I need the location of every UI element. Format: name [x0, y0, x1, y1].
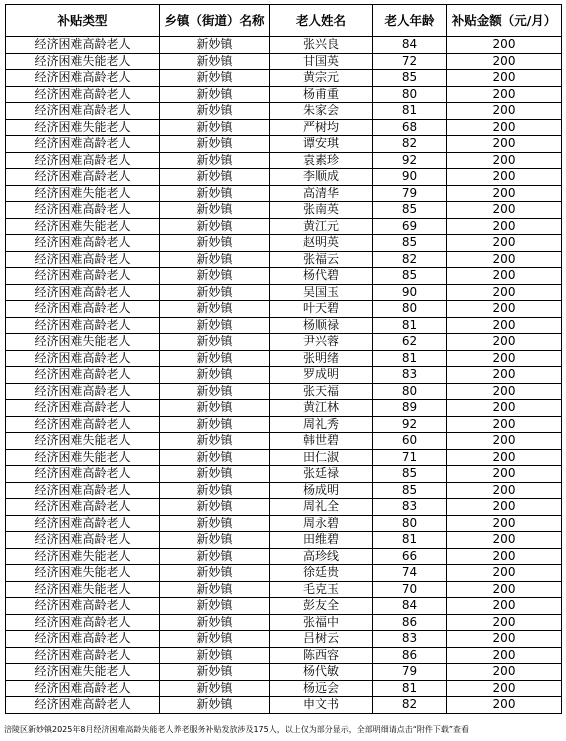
- cell-elder-age: 85: [373, 482, 447, 499]
- table-row: [6, 499, 562, 516]
- cell-subsidy-amount: 200: [447, 185, 562, 202]
- table-body: [6, 37, 562, 714]
- cell-elder-age: 80: [373, 383, 447, 400]
- cell-subsidy-type: 经济困难高龄老人: [6, 515, 160, 532]
- cell-elder-age: 85: [373, 235, 447, 252]
- cell-elder-name: 周礼秀: [270, 416, 373, 433]
- cell-elder-age: 81: [373, 350, 447, 367]
- cell-elder-age: 86: [373, 614, 447, 631]
- cell-subsidy-type: 经济困难高龄老人: [6, 614, 160, 631]
- table-row: [6, 334, 562, 351]
- cell-subsidy-amount: 200: [447, 581, 562, 598]
- cell-subsidy-amount: 200: [447, 647, 562, 664]
- cell-elder-age: 80: [373, 301, 447, 318]
- cell-township: 新妙镇: [160, 251, 270, 268]
- cell-elder-age: 74: [373, 565, 447, 582]
- cell-elder-age: 70: [373, 581, 447, 598]
- cell-township: 新妙镇: [160, 565, 270, 582]
- header-township-name: [160, 5, 270, 37]
- table-row: [6, 268, 562, 285]
- cell-elder-name: 尹兴蓉: [270, 334, 373, 351]
- cell-elder-name: 黄宗元: [270, 70, 373, 87]
- cell-elder-name: 韩世碧: [270, 433, 373, 450]
- cell-township: 新妙镇: [160, 664, 270, 681]
- cell-elder-age: 81: [373, 103, 447, 120]
- table-row: [6, 86, 562, 103]
- cell-subsidy-amount: 200: [447, 103, 562, 120]
- cell-township: 新妙镇: [160, 350, 270, 367]
- cell-subsidy-type: 经济困难高龄老人: [6, 631, 160, 648]
- cell-township: 新妙镇: [160, 614, 270, 631]
- cell-elder-age: 80: [373, 86, 447, 103]
- cell-subsidy-type: 经济困难高龄老人: [6, 70, 160, 87]
- cell-subsidy-amount: 200: [447, 169, 562, 186]
- cell-elder-name: 彭友全: [270, 598, 373, 615]
- cell-township: 新妙镇: [160, 334, 270, 351]
- cell-subsidy-type: 经济困难高龄老人: [6, 251, 160, 268]
- cell-elder-name: 张南英: [270, 202, 373, 219]
- cell-subsidy-amount: 200: [447, 449, 562, 466]
- table-row: [6, 614, 562, 631]
- cell-elder-name: 黄江林: [270, 400, 373, 417]
- cell-elder-age: 83: [373, 631, 447, 648]
- table-row: [6, 350, 562, 367]
- cell-elder-name: 张兴良: [270, 37, 373, 54]
- cell-subsidy-type: 经济困难高龄老人: [6, 367, 160, 384]
- cell-elder-age: 71: [373, 449, 447, 466]
- cell-subsidy-type: 经济困难高龄老人: [6, 482, 160, 499]
- cell-elder-name: 周永碧: [270, 515, 373, 532]
- cell-elder-name: 叶天碧: [270, 301, 373, 318]
- cell-subsidy-type: 经济困难高龄老人: [6, 169, 160, 186]
- cell-subsidy-type: 经济困难失能老人: [6, 548, 160, 565]
- cell-subsidy-amount: 200: [447, 202, 562, 219]
- cell-subsidy-amount: 200: [447, 598, 562, 615]
- table-row: [6, 136, 562, 153]
- cell-subsidy-type: 经济困难高龄老人: [6, 301, 160, 318]
- cell-subsidy-amount: 200: [447, 565, 562, 582]
- cell-elder-name: 谭安琪: [270, 136, 373, 153]
- table-row: [6, 218, 562, 235]
- cell-township: 新妙镇: [160, 185, 270, 202]
- cell-subsidy-amount: 200: [447, 383, 562, 400]
- cell-township: 新妙镇: [160, 169, 270, 186]
- cell-elder-age: 66: [373, 548, 447, 565]
- cell-subsidy-amount: 200: [447, 466, 562, 483]
- table-row: [6, 664, 562, 681]
- cell-subsidy-amount: 200: [447, 334, 562, 351]
- cell-elder-age: 62: [373, 334, 447, 351]
- cell-elder-age: 82: [373, 136, 447, 153]
- table-row: [6, 284, 562, 301]
- cell-subsidy-amount: 200: [447, 499, 562, 516]
- cell-elder-age: 82: [373, 251, 447, 268]
- cell-subsidy-type: 经济困难高龄老人: [6, 235, 160, 252]
- cell-subsidy-amount: 200: [447, 152, 562, 169]
- table-row: [6, 235, 562, 252]
- cell-subsidy-amount: 200: [447, 532, 562, 549]
- cell-elder-age: 80: [373, 515, 447, 532]
- cell-subsidy-type: 经济困难失能老人: [6, 334, 160, 351]
- cell-elder-age: 79: [373, 664, 447, 681]
- cell-elder-age: 85: [373, 466, 447, 483]
- cell-township: 新妙镇: [160, 70, 270, 87]
- table-row: [6, 515, 562, 532]
- cell-elder-name: 高清华: [270, 185, 373, 202]
- cell-elder-name: 周礼全: [270, 499, 373, 516]
- cell-elder-name: 杨成明: [270, 482, 373, 499]
- cell-township: 新妙镇: [160, 400, 270, 417]
- cell-township: 新妙镇: [160, 301, 270, 318]
- cell-elder-age: 90: [373, 284, 447, 301]
- table-row: [6, 317, 562, 334]
- table-row: [6, 383, 562, 400]
- cell-elder-age: 79: [373, 185, 447, 202]
- header-row: [6, 5, 562, 37]
- cell-elder-name: 李顺成: [270, 169, 373, 186]
- cell-subsidy-type: 经济困难失能老人: [6, 53, 160, 70]
- cell-subsidy-type: 经济困难高龄老人: [6, 268, 160, 285]
- subsidy-table: [5, 4, 562, 714]
- table-row: [6, 53, 562, 70]
- cell-township: 新妙镇: [160, 433, 270, 450]
- cell-subsidy-type: 经济困难失能老人: [6, 581, 160, 598]
- table-row: [6, 680, 562, 697]
- cell-elder-name: 徐廷贵: [270, 565, 373, 582]
- cell-elder-name: 张福云: [270, 251, 373, 268]
- cell-subsidy-amount: 200: [447, 37, 562, 54]
- cell-elder-name: 毛克玉: [270, 581, 373, 598]
- cell-subsidy-amount: 200: [447, 284, 562, 301]
- cell-subsidy-type: 经济困难失能老人: [6, 433, 160, 450]
- cell-elder-name: 吴国玉: [270, 284, 373, 301]
- cell-township: 新妙镇: [160, 680, 270, 697]
- cell-subsidy-amount: 200: [447, 367, 562, 384]
- cell-elder-age: 89: [373, 400, 447, 417]
- cell-subsidy-amount: 200: [447, 416, 562, 433]
- cell-township: 新妙镇: [160, 152, 270, 169]
- cell-subsidy-type: 经济困难高龄老人: [6, 317, 160, 334]
- cell-elder-age: 82: [373, 697, 447, 714]
- cell-township: 新妙镇: [160, 697, 270, 714]
- cell-elder-age: 69: [373, 218, 447, 235]
- cell-elder-name: 张福中: [270, 614, 373, 631]
- cell-township: 新妙镇: [160, 53, 270, 70]
- cell-township: 新妙镇: [160, 218, 270, 235]
- cell-subsidy-type: 经济困难高龄老人: [6, 350, 160, 367]
- cell-township: 新妙镇: [160, 103, 270, 120]
- cell-elder-name: 杨代敏: [270, 664, 373, 681]
- cell-elder-age: 81: [373, 317, 447, 334]
- cell-township: 新妙镇: [160, 449, 270, 466]
- table-row: [6, 301, 562, 318]
- cell-subsidy-type: 经济困难高龄老人: [6, 466, 160, 483]
- table-row: [6, 548, 562, 565]
- cell-subsidy-amount: 200: [447, 70, 562, 87]
- cell-elder-name: 杨顺禄: [270, 317, 373, 334]
- cell-subsidy-type: 经济困难高龄老人: [6, 284, 160, 301]
- cell-subsidy-type: 经济困难失能老人: [6, 119, 160, 136]
- cell-township: 新妙镇: [160, 581, 270, 598]
- cell-subsidy-type: 经济困难失能老人: [6, 449, 160, 466]
- cell-elder-name: 杨远会: [270, 680, 373, 697]
- cell-subsidy-type: 经济困难失能老人: [6, 218, 160, 235]
- table-row: [6, 185, 562, 202]
- cell-township: 新妙镇: [160, 367, 270, 384]
- cell-subsidy-amount: 200: [447, 548, 562, 565]
- table-row: [6, 119, 562, 136]
- cell-subsidy-amount: 200: [447, 515, 562, 532]
- table-row: [6, 449, 562, 466]
- cell-elder-name: 严树均: [270, 119, 373, 136]
- cell-elder-age: 83: [373, 499, 447, 516]
- cell-township: 新妙镇: [160, 136, 270, 153]
- cell-township: 新妙镇: [160, 416, 270, 433]
- cell-township: 新妙镇: [160, 598, 270, 615]
- cell-township: 新妙镇: [160, 37, 270, 54]
- cell-subsidy-amount: 200: [447, 697, 562, 714]
- table-header: [6, 5, 562, 37]
- cell-subsidy-amount: 200: [447, 86, 562, 103]
- table-row: [6, 581, 562, 598]
- table-row: [6, 416, 562, 433]
- cell-township: 新妙镇: [160, 466, 270, 483]
- cell-elder-age: 85: [373, 70, 447, 87]
- cell-subsidy-type: 经济困难高龄老人: [6, 103, 160, 120]
- cell-elder-name: 张明绪: [270, 350, 373, 367]
- cell-elder-name: 杨代碧: [270, 268, 373, 285]
- cell-subsidy-type: 经济困难高龄老人: [6, 598, 160, 615]
- cell-subsidy-amount: 200: [447, 53, 562, 70]
- cell-elder-name: 高珍线: [270, 548, 373, 565]
- table-row: [6, 103, 562, 120]
- cell-township: 新妙镇: [160, 119, 270, 136]
- header-elder-name: 老人姓名: [270, 5, 373, 37]
- cell-township: 新妙镇: [160, 548, 270, 565]
- table-row: [6, 598, 562, 615]
- cell-elder-age: 81: [373, 532, 447, 549]
- cell-subsidy-amount: 200: [447, 218, 562, 235]
- cell-elder-age: 86: [373, 647, 447, 664]
- cell-elder-name: 张廷禄: [270, 466, 373, 483]
- cell-elder-name: 罗成明: [270, 367, 373, 384]
- cell-elder-name: 朱家会: [270, 103, 373, 120]
- cell-subsidy-type: 经济困难高龄老人: [6, 383, 160, 400]
- cell-subsidy-type: 经济困难高龄老人: [6, 202, 160, 219]
- cell-elder-name: 甘国英: [270, 53, 373, 70]
- cell-township: 新妙镇: [160, 515, 270, 532]
- cell-subsidy-type: 经济困难高龄老人: [6, 400, 160, 417]
- cell-township: 新妙镇: [160, 235, 270, 252]
- cell-elder-age: 60: [373, 433, 447, 450]
- cell-elder-name: 张天福: [270, 383, 373, 400]
- cell-subsidy-type: 经济困难高龄老人: [6, 697, 160, 714]
- cell-subsidy-type: 经济困难高龄老人: [6, 499, 160, 516]
- cell-subsidy-amount: 200: [447, 268, 562, 285]
- cell-township: 新妙镇: [160, 647, 270, 664]
- cell-subsidy-amount: 200: [447, 317, 562, 334]
- footnote-text: 涪陵区新妙镇2025年8月经济困难高龄失能老人养老服务补贴发放涉及175人，以上仅为部分显示，全部明细请点击“附件下载”查看: [4, 725, 470, 734]
- table-row: [6, 482, 562, 499]
- cell-township: 新妙镇: [160, 532, 270, 549]
- cell-elder-age: 92: [373, 152, 447, 169]
- cell-subsidy-amount: 200: [447, 614, 562, 631]
- header-subsidy-type: 补贴类型: [6, 5, 160, 37]
- cell-subsidy-type: 经济困难失能老人: [6, 185, 160, 202]
- table-row: [6, 202, 562, 219]
- cell-township: 新妙镇: [160, 268, 270, 285]
- cell-subsidy-amount: 200: [447, 119, 562, 136]
- cell-subsidy-amount: 200: [447, 433, 562, 450]
- cell-township: 新妙镇: [160, 284, 270, 301]
- cell-subsidy-type: 经济困难高龄老人: [6, 152, 160, 169]
- cell-subsidy-amount: 200: [447, 482, 562, 499]
- header-subsidy-amount: 补贴金额（元/月）: [447, 5, 562, 37]
- cell-elder-name: 申文书: [270, 697, 373, 714]
- table-row: [6, 37, 562, 54]
- cell-subsidy-amount: 200: [447, 631, 562, 648]
- cell-subsidy-type: 经济困难高龄老人: [6, 136, 160, 153]
- cell-elder-name: 黄江元: [270, 218, 373, 235]
- cell-elder-name: 田维碧: [270, 532, 373, 549]
- cell-subsidy-amount: 200: [447, 251, 562, 268]
- cell-subsidy-type: 经济困难失能老人: [6, 565, 160, 582]
- table-row: [6, 70, 562, 87]
- cell-elder-age: 83: [373, 367, 447, 384]
- table-row: [6, 251, 562, 268]
- cell-elder-name: 赵明英: [270, 235, 373, 252]
- table-row: [6, 697, 562, 714]
- table-row: [6, 367, 562, 384]
- cell-elder-age: 68: [373, 119, 447, 136]
- cell-elder-name: 田仁淑: [270, 449, 373, 466]
- cell-elder-age: 85: [373, 268, 447, 285]
- cell-subsidy-amount: 200: [447, 664, 562, 681]
- cell-subsidy-amount: 200: [447, 235, 562, 252]
- cell-township: 新妙镇: [160, 482, 270, 499]
- cell-subsidy-amount: 200: [447, 350, 562, 367]
- subsidy-table-container: [5, 4, 562, 714]
- cell-township: 新妙镇: [160, 499, 270, 516]
- cell-subsidy-type: 经济困难高龄老人: [6, 416, 160, 433]
- table-row: [6, 647, 562, 664]
- cell-elder-name: 杨甫重: [270, 86, 373, 103]
- header-elder-age: 老人年龄: [373, 5, 447, 37]
- table-row: [6, 565, 562, 582]
- cell-elder-age: 90: [373, 169, 447, 186]
- header-township-name-text: 乡镇（街道）名称: [164, 13, 265, 28]
- cell-elder-age: 84: [373, 598, 447, 615]
- cell-subsidy-type: 经济困难高龄老人: [6, 532, 160, 549]
- table-row: [6, 433, 562, 450]
- cell-township: 新妙镇: [160, 317, 270, 334]
- table-row: [6, 532, 562, 549]
- cell-elder-age: 85: [373, 202, 447, 219]
- cell-subsidy-amount: 200: [447, 400, 562, 417]
- table-row: [6, 400, 562, 417]
- cell-subsidy-type: 经济困难高龄老人: [6, 86, 160, 103]
- cell-elder-name: 吕树云: [270, 631, 373, 648]
- cell-subsidy-type: 经济困难高龄老人: [6, 680, 160, 697]
- cell-township: 新妙镇: [160, 383, 270, 400]
- cell-township: 新妙镇: [160, 86, 270, 103]
- cell-subsidy-type: 经济困难失能老人: [6, 664, 160, 681]
- cell-subsidy-amount: 200: [447, 680, 562, 697]
- table-row: [6, 466, 562, 483]
- cell-elder-age: 81: [373, 680, 447, 697]
- cell-subsidy-amount: 200: [447, 301, 562, 318]
- cell-elder-age: 84: [373, 37, 447, 54]
- cell-elder-name: 陈西容: [270, 647, 373, 664]
- cell-township: 新妙镇: [160, 202, 270, 219]
- cell-elder-age: 92: [373, 416, 447, 433]
- cell-elder-age: 72: [373, 53, 447, 70]
- table-row: [6, 631, 562, 648]
- cell-subsidy-amount: 200: [447, 136, 562, 153]
- cell-township: 新妙镇: [160, 631, 270, 648]
- table-row: [6, 152, 562, 169]
- cell-subsidy-type: 经济困难高龄老人: [6, 647, 160, 664]
- cell-elder-name: 袁素珍: [270, 152, 373, 169]
- table-row: [6, 169, 562, 186]
- cell-subsidy-type: 经济困难高龄老人: [6, 37, 160, 54]
